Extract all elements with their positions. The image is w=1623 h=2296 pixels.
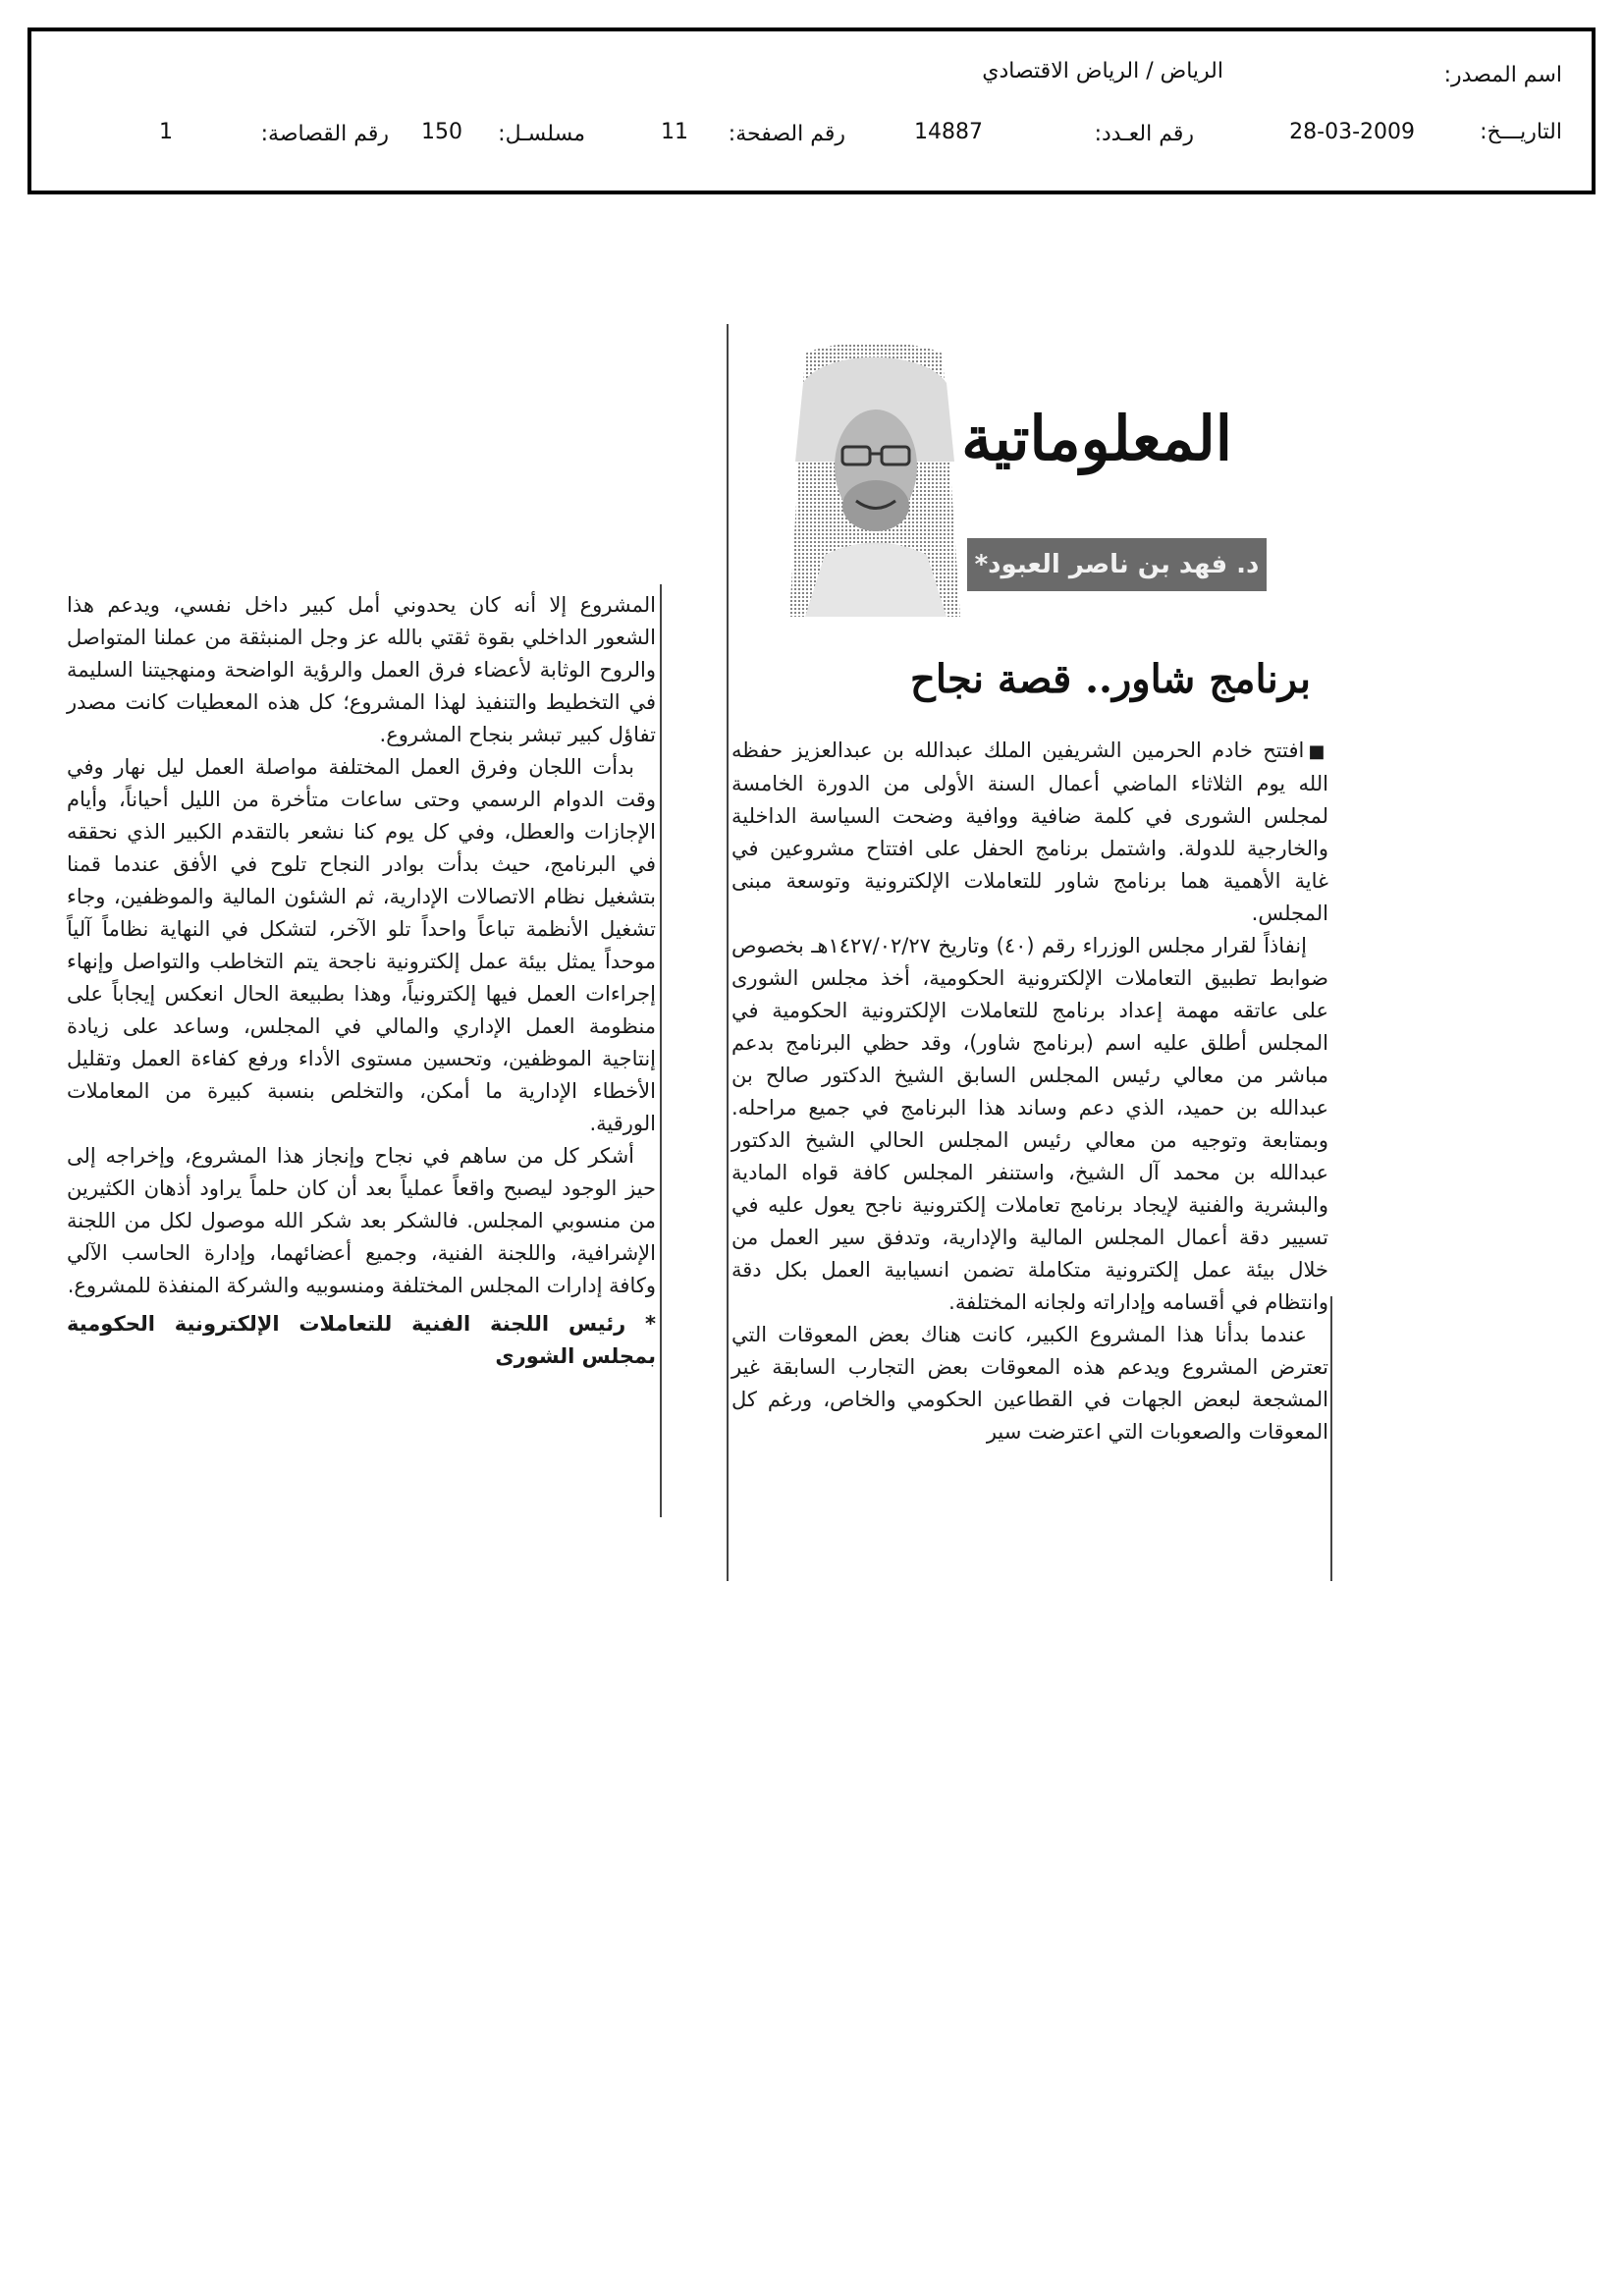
source-value: الرياض / الرياض الاقتصادي bbox=[982, 59, 1223, 83]
article-left-column bbox=[67, 589, 656, 1373]
paragraph: المشروع إلا أنه كان يحدوني أمل كبير داخل نفسي، ويدعم هذا الشعور الداخلي بقوة ثقتي بالله عز وجل المنبثقة من عملنا المتواصل والروح الوثابة لأعضاء فرق العمل والرؤية الواضحة ومنهجيتنا السليمة في التخطيط والتنفيذ لهذا المشروع؛ كل هذه المعطيات كانت مصدر تفاؤل كبير تبشر بنجاح المشروع. bbox=[67, 593, 656, 746]
left-column-rule bbox=[660, 584, 662, 1517]
author-byline: د. فهد بن ناصر العبود* bbox=[967, 538, 1267, 591]
paragraph: بدأت اللجان وفرق العمل المختلفة مواصلة العمل ليل نهار وفي وقت الدوام الرسمي وحتى ساعات متأخرة من الليل أحياناً، وأيام الإجازات والعطل، وفي كل يوم كنا نشعر بالتقدم الكبير الذي نحققه في البرنامج، حيث بدأت بوادر النجاح تلوح في الأفق عندما قمنا بتشغيل نظام الاتصالات الإدارية، ثم الشئون المالية والموظفين، وجاء تشغيل الأنظمة تباعاً واحداً تلو الآخر، لتشكل في النهاية نظاماً آلياً موحداً يمثل بيئة عمل إلكترونية ناجحة يتم التخاطب والتواصل وإنهاء إجراءات العمل فيها إلكترونياً، وهذا بطبيعة الحال انعكس إيجاباً على منظومة العمل الإداري والمالي في المجلس، وساعد على زيادة إنتاجية الموظفين، وتحسين مستوى الأداء ورفع كفاءة العمل وتقليل الأخطاء الإدارية ما أمكن، والتخلص بنسبة كبيرة من المعاملات الورقية. bbox=[67, 755, 656, 1135]
paragraph: أشكر كل من ساهم في نجاح وإنجاز هذا المشروع، وإخراجه إلى حيز الوجود ليصبح واقعاً عملياً بعد أن كان حلماً يراود أذهان الكثيرين من منسوبي المجلس. فالشكر بعد شكر الله موصول لكل من اللجنة الإشرافية، واللجنة الفنية، وجميع أعضائهما، وإدارة الحاسب الآلي وكافة إدارات المجلس المختلفة ومنسوبيه والشركة المنفذة للمشروع. bbox=[67, 1144, 656, 1297]
clip-label: رقم القصاصة: bbox=[260, 122, 389, 146]
article-headline: برنامج شاور.. قصة نجاح bbox=[910, 656, 1311, 702]
square-bullet-icon: ■ bbox=[1308, 741, 1328, 762]
serial-value: 150 bbox=[421, 120, 462, 144]
clipping-header bbox=[27, 27, 1596, 194]
source-label: اسم المصدر: bbox=[1443, 63, 1562, 87]
article-right-column bbox=[731, 735, 1328, 1449]
serial-label: مسلسـل: bbox=[498, 122, 585, 146]
right-edge-rule bbox=[1330, 1296, 1332, 1581]
author-portrait-image bbox=[785, 344, 964, 617]
right-column-rule bbox=[727, 324, 729, 1581]
paragraph: إنفاذاً لقرار مجلس الوزراء رقم (٤٠) وتاريخ ١٤٢٧/٠٢/٢٧هـ بخصوص ضوابط تطبيق التعاملات الإلكترونية الحكومية، أخذ مجلس الشورى على عاتقه مهمة إعداد برنامج للتعاملات الإلكترونية الحكومية في المجلس أطلق عليه اسم (برنامج شاور)، وقد حظي البرنامج بدعم مباشر من معالي رئيس المجلس السابق الشيخ الدكتور صالح بن عبدالله بن حميد، الذي دعم وساند هذا البرنامج في جميع مراحله. وبمتابعة وتوجيه من معالي رئيس المجلس الحالي الشيخ الدكتور عبدالله بن محمد آل الشيخ، واستنفر المجلس كافة قواه المادية والبشرية والفنية لإيجاد برنامج تعاملات إلكترونية ناجح يعول عليه في تسيير دقة أعمال المجلس المالية والإدارية، وتدفق سير العمل من خلال بيئة عمل إلكترونية متكاملة تضمن انسيابية العمل بكل دقة وانتظام في أقسامه وإداراته ولجانه المختلفة. bbox=[731, 934, 1328, 1314]
author-photo bbox=[785, 344, 964, 617]
issue-label: رقم العـدد: bbox=[1094, 122, 1194, 146]
clip-value: 1 bbox=[159, 120, 173, 144]
date-label: التاريـــخ: bbox=[1480, 120, 1562, 144]
paragraph: ■افتتح خادم الحرمين الشريفين الملك عبدالله بن عبدالعزيز حفظه الله يوم الثلاثاء الماضي أعمال السنة الأولى من الدورة الخامسة لمجلس الشورى في كلمة ضافية ووافية وضحت السياسة الداخلية والخارجية للدولة. واشتمل برنامج الحفل على افتتاح مشروعين في غاية الأهمية هما برنامج شاور للتعاملات الإلكترونية وتوسعة مبنى المجلس. bbox=[731, 738, 1328, 925]
column-title: المعلوماتية bbox=[961, 403, 1232, 474]
paragraph: عندما بدأنا هذا المشروع الكبير، كانت هناك بعض المعوقات التي تعترض المشروع ويدعم هذه المعوقات بعض التجارب السابقة غير المشجعة لبعض الجهات في القطاعين الحكومي والخاص، ورغم كل المعوقات والصعوبات التي اعترضت سير bbox=[731, 1323, 1328, 1444]
page-label: رقم الصفحة: bbox=[728, 122, 845, 146]
date-value: 28-03-2009 bbox=[1289, 120, 1415, 144]
issue-value: 14887 bbox=[914, 120, 983, 144]
page-value: 11 bbox=[661, 120, 688, 144]
author-footnote: * رئيس اللجنة الفنية للتعاملات الإلكترونية الحكومية بمجلس الشورى bbox=[67, 1312, 656, 1368]
